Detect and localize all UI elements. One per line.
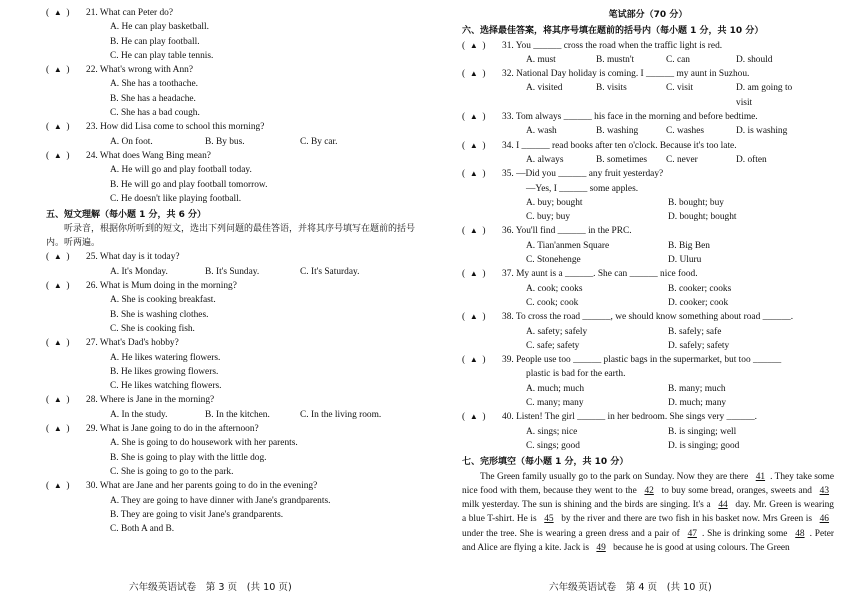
option: B. is singing; well [668, 426, 737, 437]
options-row [462, 396, 834, 410]
option: B. By bus. [205, 136, 245, 147]
answer-mark-icon: ▲ [53, 481, 62, 491]
answer-bracket: ( ▲ ) [46, 122, 70, 133]
options-row [462, 425, 834, 439]
question-text: 21. What can Peter do? [86, 8, 174, 18]
part6-q37 [462, 267, 834, 281]
part5-q28 [46, 393, 416, 407]
answer-bracket: ( ▲ ) [46, 150, 70, 161]
part4-q24 [46, 149, 416, 163]
option: A. cook; cooks [526, 283, 583, 294]
part5-q30 [46, 479, 416, 493]
question-text: 38. To cross the road ______, we should know something about road ______. [502, 312, 794, 323]
question-text: 30. What are Jane and her parents going to do in the evening? [86, 481, 318, 492]
question-text: 37. My aunt is a ______. She can ______ nice food. [502, 269, 698, 280]
question-text: 32. National Day holiday is coming. I ______ my aunt in Suzhou. [502, 69, 750, 80]
option: B. safely; safe [668, 326, 722, 337]
page-4 [462, 6, 834, 555]
option: B. cooker; cooks [668, 283, 732, 294]
option: D. is singing; good [668, 440, 740, 451]
option: D. am going to visit [736, 83, 793, 108]
cloze-blank: 45 [544, 514, 554, 525]
option: D. often [736, 154, 767, 165]
part5-q25 [46, 250, 416, 264]
answer-mark-icon: ▲ [53, 150, 62, 160]
answer-mark-icon: ▲ [469, 355, 478, 365]
cloze-blank: 42 [644, 485, 654, 496]
option: D. cooker; cook [668, 297, 729, 308]
option: C. sings; good [526, 440, 580, 451]
option: A. wash [526, 126, 557, 137]
answer-mark-icon: ▲ [469, 312, 478, 322]
question-text-cont: —Yes, I ______ some apples. [526, 183, 639, 194]
part6-q40 [462, 410, 834, 424]
question-text: 24. What does Wang Bing mean? [86, 150, 211, 161]
part6-q32 [462, 67, 834, 81]
answer-mark-icon: ▲ [469, 112, 478, 122]
option: A. He can play basketball. [110, 22, 209, 33]
answer-mark-icon: ▲ [53, 281, 62, 291]
question-text: 39. People use too ______ plastic bags in the supermarket, but too ______ [502, 355, 782, 366]
answer-bracket: ( ▲ ) [46, 338, 70, 349]
option: B. She is going to play with the little dog. [110, 452, 267, 463]
options-row [462, 253, 834, 267]
option: B. sometimes [596, 154, 648, 165]
options-row [46, 135, 416, 149]
cloze-blank: 44 [718, 500, 728, 511]
answer-mark-icon: ▲ [53, 252, 62, 262]
page-3-footer: 六年级英语试卷 第 3 页 (共 10 页) [129, 582, 292, 593]
cloze-blank: 48 [795, 528, 805, 539]
option: A. much; much [526, 383, 585, 394]
answer-bracket: ( ▲ ) [462, 355, 486, 366]
part6-q39 [462, 353, 834, 367]
answer-bracket: ( ▲ ) [462, 312, 486, 323]
option: A. sings; nice [526, 426, 578, 437]
option: C. In the living room. [300, 409, 382, 420]
options-row [462, 124, 834, 138]
option: A. She is cooking breakfast. [110, 295, 216, 306]
option: A. She has a toothache. [110, 79, 198, 90]
option: C. visit [666, 83, 694, 94]
option: A. safety; safely [526, 326, 588, 337]
question-text: 29. What is Jane going to do in the afternoon? [86, 424, 259, 435]
page-header: 笔试部分（70 分） [608, 10, 688, 20]
page-3 [46, 6, 416, 536]
option: A. buy; bought [526, 197, 583, 208]
answer-bracket: ( ▲ ) [462, 269, 486, 280]
part6-q36 [462, 224, 834, 238]
option: B. visits [596, 83, 627, 94]
answer-mark-icon: ▲ [53, 424, 62, 434]
part5-q27 [46, 336, 416, 350]
question-text: 35. —Did you ______ any fruit yesterday? [502, 169, 664, 180]
option: D. Uluru [668, 255, 702, 266]
options-row [462, 196, 834, 210]
option: D. much; many [668, 398, 727, 409]
option: C. buy; buy [526, 212, 571, 223]
answer-bracket: ( ▲ ) [462, 40, 486, 51]
option: C. safe; safety [526, 340, 580, 351]
part5-q26 [46, 279, 416, 293]
cloze-blank: 47 [687, 528, 697, 539]
answer-bracket: ( ▲ ) [46, 65, 70, 76]
answer-bracket: ( ▲ ) [46, 481, 70, 492]
question-text: 36. You'll find ______ in the PRC. [502, 226, 632, 237]
answer-bracket: ( ▲ ) [462, 112, 486, 123]
section-title: 五、短文理解（每小题 1 分，共 6 分） [46, 210, 207, 221]
option: A. must [526, 54, 556, 65]
option: B. washing [596, 126, 639, 137]
answer-mark-icon: ▲ [469, 69, 478, 79]
option: D. is washing [736, 126, 788, 137]
options-row [462, 296, 834, 310]
option: B. She is washing clothes. [110, 309, 209, 320]
option: A. visited [526, 83, 563, 94]
option: A. He likes watering flowers. [110, 352, 221, 363]
part4-q21 [46, 6, 416, 20]
option: A. always [526, 154, 564, 165]
answer-bracket: ( ▲ ) [462, 412, 486, 423]
option: D. safely; safety [668, 340, 730, 351]
options-row [462, 81, 834, 110]
option: C. She is cooking fish. [110, 323, 195, 334]
options-row [462, 439, 834, 453]
page-4-footer: 六年级英语试卷 第 4 页 (共 10 页) [549, 582, 712, 593]
answer-mark-icon: ▲ [53, 338, 62, 348]
options-row [462, 382, 834, 396]
option: A. In the study. [110, 409, 168, 420]
option: B. mustn't [596, 54, 635, 65]
option: B. He will go and play football tomorrow. [110, 179, 268, 190]
question-text: 23. How did Lisa come to school this morning? [86, 122, 265, 133]
cloze-passage: The Green family usually go to the park on Sunday. Now they are there 41 . They take some nice food with them, because they went to the 42 to buy some bread, oranges, sweets and 43 milk yesterday. The sun is shining and the birds are singing. It's a 44 day. Mr. Green is wearing a blue T-shirt. He is 45 by the river and there are two fish in his basket now. Mrs Green is 46 under the tree. She is wearing a green dress and a pair of 47 . She is drinking some 48 . Peter and Alice are flying a kite. Jack is 49 because he is good at using colours. The Green [462, 471, 835, 553]
part6-q34 [462, 139, 834, 153]
part5-q29 [46, 422, 416, 436]
options-row [46, 265, 416, 279]
cloze-blank: 41 [755, 471, 766, 482]
part6-q35 [462, 167, 834, 181]
options-row [462, 282, 834, 296]
question-text: 22. What's wrong with Ann? [86, 65, 193, 76]
option: C. Both A and B. [110, 524, 175, 535]
answer-mark-icon: ▲ [469, 226, 478, 236]
answer-mark-icon: ▲ [469, 140, 478, 150]
option: A. She is going to do housework with her parents. [110, 438, 298, 449]
answer-bracket: ( ▲ ) [46, 8, 70, 18]
option: D. should [736, 54, 773, 65]
option: B. She has a headache. [110, 93, 196, 104]
answer-bracket: ( ▲ ) [462, 226, 486, 237]
option: C. washes [666, 126, 705, 137]
answer-bracket: ( ▲ ) [462, 69, 486, 80]
options-row [462, 325, 834, 339]
answer-mark-icon: ▲ [53, 122, 62, 132]
part4-q22 [46, 63, 416, 77]
part6-q33 [462, 110, 834, 124]
option: C. By car. [300, 136, 338, 147]
option: C. cook; cook [526, 297, 579, 308]
options-row [46, 408, 416, 422]
question-text: 26. What is Mum doing in the morning? [86, 281, 237, 292]
option: D. bought; bought [668, 212, 737, 223]
part4-q23 [46, 120, 416, 134]
question-text: 40. Listen! The girl ______ in her bedroom. She sings very ______. [502, 412, 758, 423]
option: A. He will go and play football today. [110, 165, 252, 176]
option: A. Tian'anmen Square [526, 240, 610, 251]
option: B. In the kitchen. [205, 409, 270, 420]
option: A. It's Monday. [110, 266, 168, 277]
answer-bracket: ( ▲ ) [46, 424, 70, 435]
answer-mark-icon: ▲ [469, 412, 478, 422]
option: C. He can play table tennis. [110, 50, 214, 61]
option: B. It's Sunday. [205, 266, 260, 277]
section-title: 六、选择最佳答案，将其序号填在题前的括号内（每小题 1 分，共 10 分） [462, 26, 764, 37]
options-row [462, 339, 834, 353]
answer-mark-icon: ▲ [469, 169, 478, 179]
option: C. He doesn't like playing football. [110, 193, 242, 204]
section-title: 七、完形填空（每小题 1 分，共 10 分） [462, 457, 629, 468]
answer-mark-icon: ▲ [469, 269, 478, 279]
part6-q31 [462, 39, 834, 53]
section-instructions: 听录音，根据你所听到的短文，选出下列问题的最佳答语，并将其序号填写在题前的括号内。听两遍。 [46, 224, 416, 249]
answer-bracket: ( ▲ ) [462, 140, 486, 151]
part6-q38 [462, 310, 834, 324]
option: C. never [666, 154, 698, 165]
question-text: 25. What day is it today? [86, 252, 180, 263]
option: C. He likes watching flowers. [110, 381, 222, 392]
options-row [462, 53, 834, 67]
answer-mark-icon: ▲ [53, 8, 62, 17]
option: C. She has a bad cough. [110, 108, 200, 119]
cloze-blank: 43 [819, 485, 829, 496]
question-text: 33. Tom always ______ his face in the morning and before bedtime. [502, 112, 758, 123]
answer-mark-icon: ▲ [469, 40, 478, 50]
question-text-cont: plastic is bad for the earth. [526, 369, 626, 380]
option: B. many; much [668, 383, 726, 394]
question-text: 34. I ______ read books after ten o'clock. Because it's too late. [502, 140, 737, 151]
answer-mark-icon: ▲ [53, 395, 62, 405]
option: C. Stonehenge [526, 255, 581, 266]
options-row [462, 210, 834, 224]
option: B. He likes growing flowers. [110, 366, 219, 377]
cloze-blank: 46 [819, 514, 829, 525]
answer-bracket: ( ▲ ) [462, 169, 486, 180]
option: A. On foot. [110, 136, 153, 147]
question-text: 28. Where is Jane in the morning? [86, 395, 215, 406]
option: C. It's Saturday. [300, 266, 360, 277]
option: B. Big Ben [668, 240, 710, 251]
answer-bracket: ( ▲ ) [46, 252, 70, 263]
options-row [462, 153, 834, 167]
option: C. can [666, 54, 690, 65]
question-text: 27. What's Dad's hobby? [86, 338, 179, 349]
option: B. bought; buy [668, 197, 724, 208]
answer-bracket: ( ▲ ) [46, 281, 70, 292]
cloze-blank: 49 [596, 542, 606, 553]
option: C. many; many [526, 398, 584, 409]
answer-mark-icon: ▲ [53, 65, 62, 75]
option: B. They are going to visit Jane's grandparents. [110, 509, 284, 520]
question-text: 31. You ______ cross the road when the traffic light is red. [502, 40, 723, 51]
option: A. They are going to have dinner with Jane's grandparents. [110, 495, 331, 506]
option: C. She is going to go to the park. [110, 466, 234, 477]
answer-bracket: ( ▲ ) [46, 395, 70, 406]
option: B. He can play football. [110, 36, 200, 47]
options-row [462, 239, 834, 253]
